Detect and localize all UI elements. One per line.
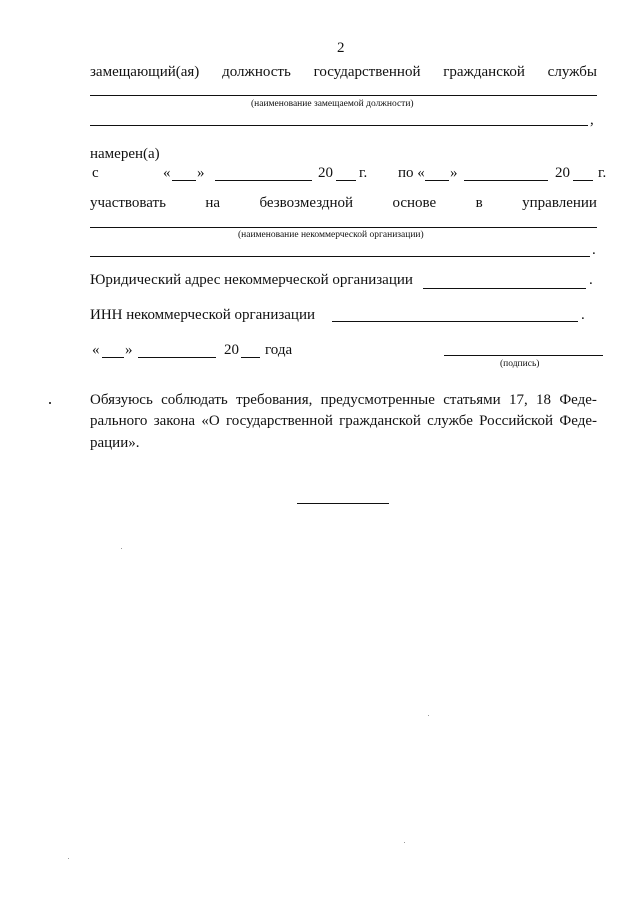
month-to-field[interactable] xyxy=(464,180,548,181)
comma: , xyxy=(590,112,594,128)
year-to-field[interactable] xyxy=(573,180,593,181)
day-to-field[interactable] xyxy=(425,180,449,181)
org-field-line-2[interactable] xyxy=(90,256,590,257)
word: государственной xyxy=(225,413,333,429)
quote-open: « xyxy=(163,165,171,181)
word: соблюдать xyxy=(161,392,228,408)
word: замещающий(ая) xyxy=(90,64,200,80)
signature-caption: (подпись) xyxy=(500,359,540,369)
date-quote-close: » xyxy=(125,342,133,358)
word: безвозмездной xyxy=(259,195,354,211)
legal-address-field[interactable] xyxy=(423,288,586,289)
word: Феде- xyxy=(559,413,597,429)
position-caption: (наименование замещаемой должности) xyxy=(251,99,414,109)
position-field-line[interactable] xyxy=(90,95,597,96)
word: на xyxy=(205,195,221,211)
from-label: с xyxy=(92,165,99,181)
intends-label: намерен(а) xyxy=(90,146,160,162)
word: 17, xyxy=(508,392,528,408)
word: государственной xyxy=(313,64,421,80)
word: Обязуюсь xyxy=(90,392,153,408)
word: управлении xyxy=(522,195,597,211)
year-suffix-2: г. xyxy=(598,165,607,181)
position-line xyxy=(90,64,597,81)
inn-period: . xyxy=(581,307,585,323)
year-from-field[interactable] xyxy=(336,180,356,181)
to-label: по « xyxy=(398,165,425,181)
end-separator xyxy=(297,503,389,504)
legal-address-period: . xyxy=(589,272,593,288)
word: 18 xyxy=(536,392,552,408)
scan-speck xyxy=(49,402,51,404)
word: рального xyxy=(90,413,148,429)
org-field-line[interactable] xyxy=(90,227,597,228)
word: основе xyxy=(392,195,437,211)
month-from-field[interactable] xyxy=(215,180,312,181)
page-number: 2 xyxy=(337,40,345,56)
obligation-line-1 xyxy=(90,392,597,409)
inn-label: ИНН некоммерческой организации xyxy=(90,307,316,323)
date-year-prefix: 20 xyxy=(224,342,239,358)
word: закона xyxy=(153,413,196,429)
scan-speck xyxy=(404,842,405,843)
word: гражданской xyxy=(443,64,525,80)
word: статьями xyxy=(443,392,501,408)
date-month-field[interactable] xyxy=(138,357,216,358)
quote-close-2: » xyxy=(450,165,458,181)
word: гражданской xyxy=(339,413,421,429)
obligation-line-3: рации». xyxy=(90,435,140,451)
participate-line xyxy=(90,195,597,212)
word: Феде- xyxy=(559,392,597,408)
date-year-word: года xyxy=(265,342,293,358)
word: Российской xyxy=(479,413,554,429)
scan-speck xyxy=(121,548,122,549)
word: в xyxy=(475,195,483,211)
word: предусмотренные xyxy=(320,392,435,408)
org-caption: (наименование некоммерческой организации) xyxy=(238,230,424,240)
word: участвовать xyxy=(90,195,166,211)
year-prefix: 20 xyxy=(318,165,333,181)
inn-field[interactable] xyxy=(332,321,578,322)
day-from-field[interactable] xyxy=(172,180,196,181)
obligation-line-2 xyxy=(90,413,597,430)
position-field-line-2[interactable] xyxy=(90,125,588,126)
scan-speck xyxy=(68,858,69,859)
scan-speck xyxy=(428,715,429,716)
year-suffix: г. xyxy=(359,165,368,181)
word: службе xyxy=(427,413,473,429)
date-quote-open: « xyxy=(92,342,100,358)
date-year-field[interactable] xyxy=(241,357,260,358)
word: требования, xyxy=(236,392,313,408)
word: должность xyxy=(222,64,291,80)
date-day-field[interactable] xyxy=(102,357,124,358)
org-period: . xyxy=(592,242,596,258)
word: «О xyxy=(201,413,220,429)
quote-close: » xyxy=(197,165,205,181)
word: службы xyxy=(547,64,597,80)
legal-address-label: Юридический адрес некоммерческой организации xyxy=(90,272,413,288)
year-prefix-2: 20 xyxy=(555,165,570,181)
signature-field[interactable] xyxy=(444,355,603,356)
